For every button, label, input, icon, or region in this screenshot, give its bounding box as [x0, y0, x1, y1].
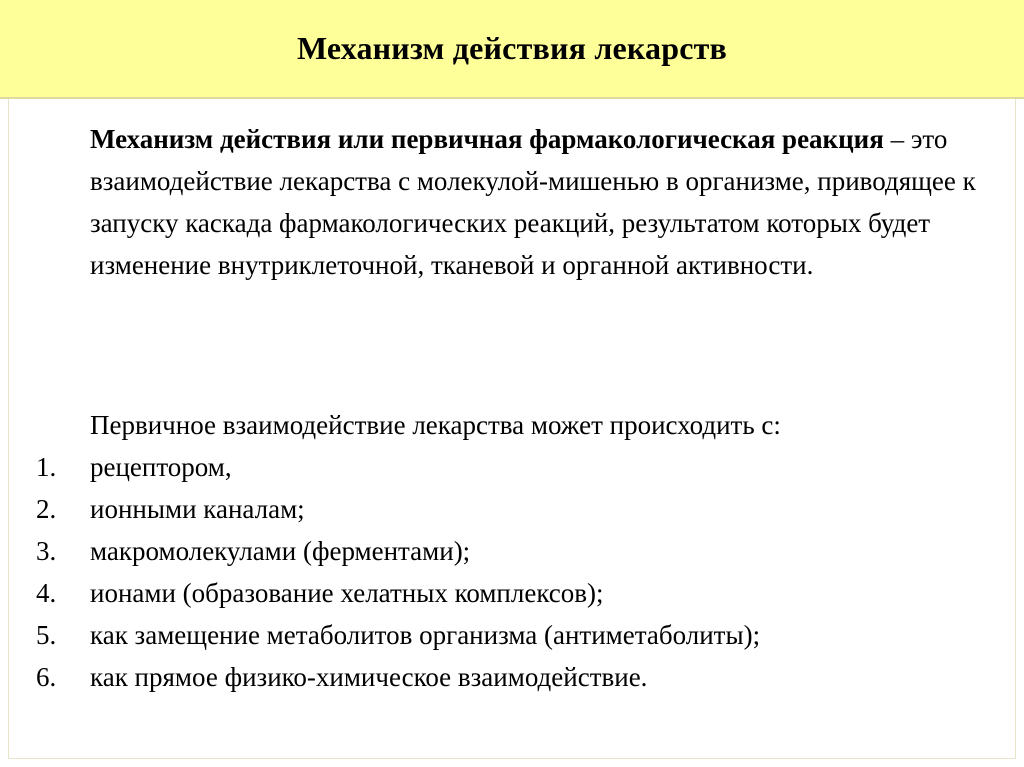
list-item [0, 572, 1000, 614]
list-item-number: 6. [36, 662, 57, 692]
list-item-text: ионами (образование хелатных комплексов); [90, 578, 604, 608]
definition-term: Механизм действия или первичная фармакологическая реакция [90, 124, 884, 154]
list-item-number: 2. [36, 494, 57, 524]
list-item [0, 488, 1000, 530]
list-item-text: макромолекулами (ферментами); [90, 536, 471, 566]
definition-paragraph [90, 118, 990, 286]
list-item-number: 1. [36, 452, 57, 482]
list-item-text: как замещение метаболитов организма (антиметаболиты); [90, 620, 761, 650]
slide-title: Механизм действия лекарств [296, 30, 728, 66]
definition-text: – это взаимодействие лекарства с молекулой-мишенью в организме, приводящее к запуску каскада фармакологических реакций, результатом которых будет изменение внутриклеточной, тканевой и органной активности. [90, 124, 976, 280]
list-item-text: как прямое физико-химическое взаимодействие. [90, 662, 648, 692]
list-intro: Первичное взаимодействие лекарства может происходить с: [90, 410, 781, 440]
list-item [0, 530, 1000, 572]
list-item-number: 3. [36, 536, 57, 566]
title-bar [0, 0, 1024, 99]
list-item [0, 614, 1000, 656]
list-item-number: 5. [36, 620, 57, 650]
list-item-text: ионными каналам; [90, 494, 305, 524]
list-item [0, 656, 1000, 698]
list-item-number: 4. [36, 578, 57, 608]
interaction-list [0, 446, 1000, 698]
list-item [0, 446, 1000, 488]
list-item-text: рецептором, [90, 452, 232, 482]
